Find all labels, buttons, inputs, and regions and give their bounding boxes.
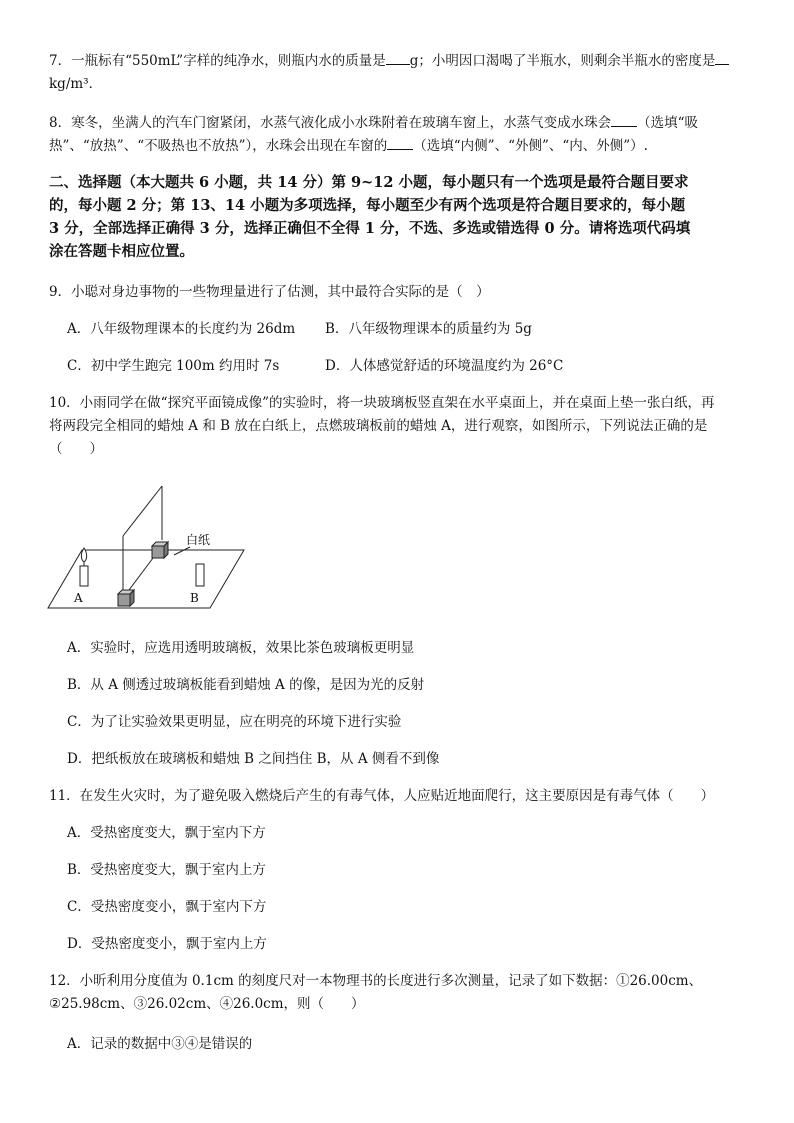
section-2-header: 二、选择题（本大题共 6 小题，共 14 分）第 9~12 小题，每小题只有一个选项是最符合题目要求: [49, 174, 689, 191]
question-9-option-c: C．初中学生跑完 100m 约用时 7s: [67, 358, 280, 374]
question-10-option-a: A．实验时，应选用透明玻璃板，效果比茶色玻璃板更明显: [67, 640, 415, 656]
question-11-option-a: A．受热密度变大，飘于室内下方: [67, 825, 266, 841]
label-pointer: [174, 547, 190, 555]
question-10-option-c: C．为了让实验效果更明显，应在明亮的环境下进行实验: [67, 714, 402, 730]
section-2-header-line2: 的，每小题 2 分；第 13、14 小题为多项选择，每小题至少有两个选项是符合题目要求的，每小题: [49, 197, 686, 214]
question-8: 8．寒冬，坐满人的汽车门窗紧闭，水蒸气液化成小水珠附着在玻璃车窗上，水蒸气变成水珠会 （选填“吸: [49, 115, 698, 131]
question-10-option-d: D．把纸板放在玻璃板和蜡烛 B 之间挡住 B，从 A 侧看不到像: [67, 751, 440, 767]
section-2-header-line4: 涂在答题卡相应位置。: [49, 243, 194, 260]
glass-plate-top-edge: [123, 486, 162, 536]
candle-a: [80, 548, 88, 586]
question-8-line2: 热”、“放热”、“不吸热也不放热”），水珠会出现在车窗的 （选填“内侧”、“外侧”、“内、外侧”）.: [49, 138, 648, 154]
question-9-option-d: D．人体感觉舒适的环境温度约为 26°C: [325, 358, 564, 374]
question-7-unit: kg/m³．: [49, 76, 103, 92]
question-12-stem: 12．小昕利用分度值为 0.1cm 的刻度尺对一本物理书的长度进行多次测量，记录了如下数据：①26.00cm、: [49, 973, 703, 989]
question-9-option-a: A．八年级物理课本的长度约为 26dm: [67, 321, 296, 337]
label-b: B: [190, 591, 199, 605]
label-a: A: [74, 591, 83, 605]
question-12-option-a: A．记录的数据中③④是错误的: [67, 1036, 253, 1052]
question-10-stem: 10．小雨同学在做“探究平面镜成像”的实验时，将一块玻璃板竖直架在水平桌面上，并在桌面上垫一张白纸，再: [49, 395, 715, 411]
answer-blank: [386, 52, 410, 65]
block-front: [118, 590, 134, 606]
mirror-experiment-figure: [44, 480, 254, 612]
answer-blank: [387, 137, 413, 150]
question-10-option-b: B．从 A 侧透过玻璃板能看到蜡烛 A 的像，是因为光的反射: [67, 677, 425, 693]
question-11-stem: 11．在发生火灾时，为了避免吸入燃烧后产生的有毒气体，人应贴近地面爬行，这主要原因是有毒气体（ ）: [49, 788, 715, 804]
answer-blank: [715, 52, 729, 65]
question-11-option-d: D．受热密度变小，飘于室内上方: [67, 936, 267, 952]
question-9-option-b: B．八年级物理课本的质量约为 5g: [325, 321, 532, 337]
question-10-stem-line3: （ ）: [49, 441, 103, 457]
question-11-option-b: B．受热密度变大，飘于室内上方: [67, 862, 266, 878]
question-9-stem: 9．小聪对身边事物的一些物理量进行了估测，其中最符合实际的是（ ）: [49, 284, 490, 300]
question-11-option-c: C．受热密度变小，飘于室内下方: [67, 899, 267, 915]
question-10-stem-line2: 将两段完全相同的蜡烛 A 和 B 放在白纸上，点燃玻璃板前的蜡烛 A，进行观察，如图所示，下列说法正确的是: [49, 418, 708, 434]
label-paper: 白纸: [186, 533, 211, 547]
block-back: [152, 542, 168, 558]
question-12-stem-line2: ②25.98cm、③26.02cm、④26.0cm，则（ ）: [49, 996, 365, 1012]
section-2-header-line3: 3 分，全部选择正确得 3 分，选择正确但不全得 1 分，不选、多选或错选得 0 分。请将选项代码填: [49, 220, 691, 237]
answer-blank: [611, 114, 637, 127]
candle-b: [196, 564, 204, 586]
question-7: 7．一瓶标有“550mL”字样的纯净水，则瓶内水的质量是 g；小明因口渴喝了半瓶水，则剩余半瓶水的密度是: [49, 52, 729, 70]
